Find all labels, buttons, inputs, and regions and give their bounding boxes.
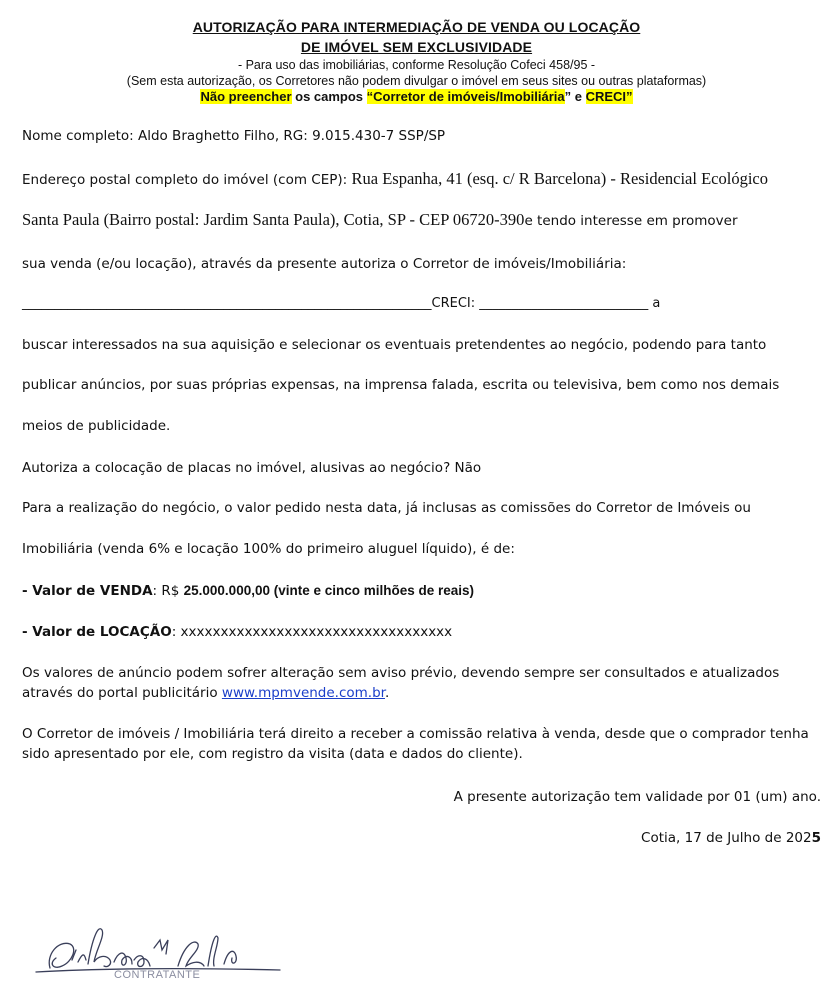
contractor-signature [28,910,288,980]
broker-creci-line [22,296,660,311]
instruction-highlight-2: “Corretor de imóveis/Imobiliária [366,89,565,104]
subtitle-resolution: - Para uso das imobiliárias, conforme Resolução Cofeci 458/95 - [237,58,596,72]
rent-value-amount: : xxxxxxxxxxxxxxxxxxxxxxxxxxxxxxxxxx [171,624,453,640]
place-date-text: Cotia, 17 de Julho de 202 [641,830,812,846]
fill-instruction [0,89,833,104]
validity-statement: A presente autorização tem validade por 01 (um) ano. [453,789,821,805]
creci-suffix: a [648,296,661,311]
paragraph1-line1: buscar interessados na sua aquisição e selecionar os eventuais pretendentes ao negócio, podendo para tanto [22,337,767,353]
creci-label: CRECI: [431,296,480,311]
instruction-text-1: os campos [291,89,367,104]
instruction-highlight-3: CRECI” [585,89,633,104]
portal-link[interactable]: www.mpmvende.com.br [221,685,385,701]
sale-value-line [22,583,474,599]
subtitle-warning: (Sem esta autorização, os Corretores não podem divulgar o imóvel em seus sites ou outras plataformas) [126,74,707,88]
address-value-1: Rua Espanha, 41 (esq. c/ R Barcelona) - Residencial Ecológico [351,169,768,188]
document-title-line2: DE IMÓVEL SEM EXCLUSIVIDADE [300,39,533,55]
address-continuation: e tendo interesse em promover [524,213,738,229]
sale-value-label: - Valor de VENDA [22,583,153,599]
paragraph1-line3: meios de publicidade. [22,418,171,434]
address-label: Endereço postal completo do imóvel (com CEP): [22,172,352,188]
address-value-2: Santa Paula (Bairro postal: Jardim Santa Paula), Cotia, SP - CEP 06720-390 [22,210,525,229]
paragraph3-end: . [384,685,390,701]
signs-question: Autoriza a colocação de placas no imóvel, alusivas ao negócio? Não [22,460,482,476]
instruction-text-2: ” e [564,89,586,104]
paragraph2-line1: Para a realização do negócio, o valor pedido nesta data, já inclusas as comissões do Corretor de Imóveis ou [22,500,751,516]
paragraph3-text: através do portal publicitário [22,685,222,701]
sale-authorization-line: sua venda (e/ou locação), através da presente autoriza o Corretor de imóveis/Imobiliária: [22,256,627,272]
creci-blank-field: __________________________ [479,296,649,311]
document-title-line1: AUTORIZAÇÃO PARA INTERMEDIAÇÃO DE VENDA OU LOCAÇÃO [192,19,641,35]
rent-value-label: - Valor de LOCAÇÃO [22,624,172,640]
paragraph4-line1: O Corretor de imóveis / Imobiliária terá direito a receber a comissão relativa à venda, desde que o comprador tenha [22,726,809,742]
sale-value-colon: : R$ [152,583,184,599]
owner-name-line: Nome completo: Aldo Braghetto Filho, RG: 9.015.430-7 SSP/SP [22,128,446,144]
instruction-highlight-1: Não preencher [200,89,292,104]
place-date-year-digit: 5 [811,830,821,846]
paragraph3-line1: Os valores de anúncio podem sofrer alteração sem aviso prévio, devendo sempre ser consultados e atualizados [22,665,780,681]
address-line-2 [22,210,738,230]
contractor-label: CONTRATANTE [114,969,201,980]
paragraph3-line2 [22,685,389,701]
address-line-1 [22,169,768,189]
broker-blank-field: _______________________________________________________________ [22,296,432,311]
paragraph2-line2: Imobiliária (venda 6% e locação 100% do primeiro aluguel líquido), é de: [22,541,515,557]
rent-value-line [22,624,452,640]
paragraph1-line2: publicar anúncios, por suas próprias expensas, na imprensa falada, escrita ou televisiva, bem como nos demais [22,377,780,393]
place-date [641,830,821,846]
sale-value-amount: 25.000.000,00 (vinte e cinco milhões de reais) [183,583,475,598]
paragraph4-line2: sido apresentado por ele, com registro da visita (data e dados do cliente). [22,746,523,762]
